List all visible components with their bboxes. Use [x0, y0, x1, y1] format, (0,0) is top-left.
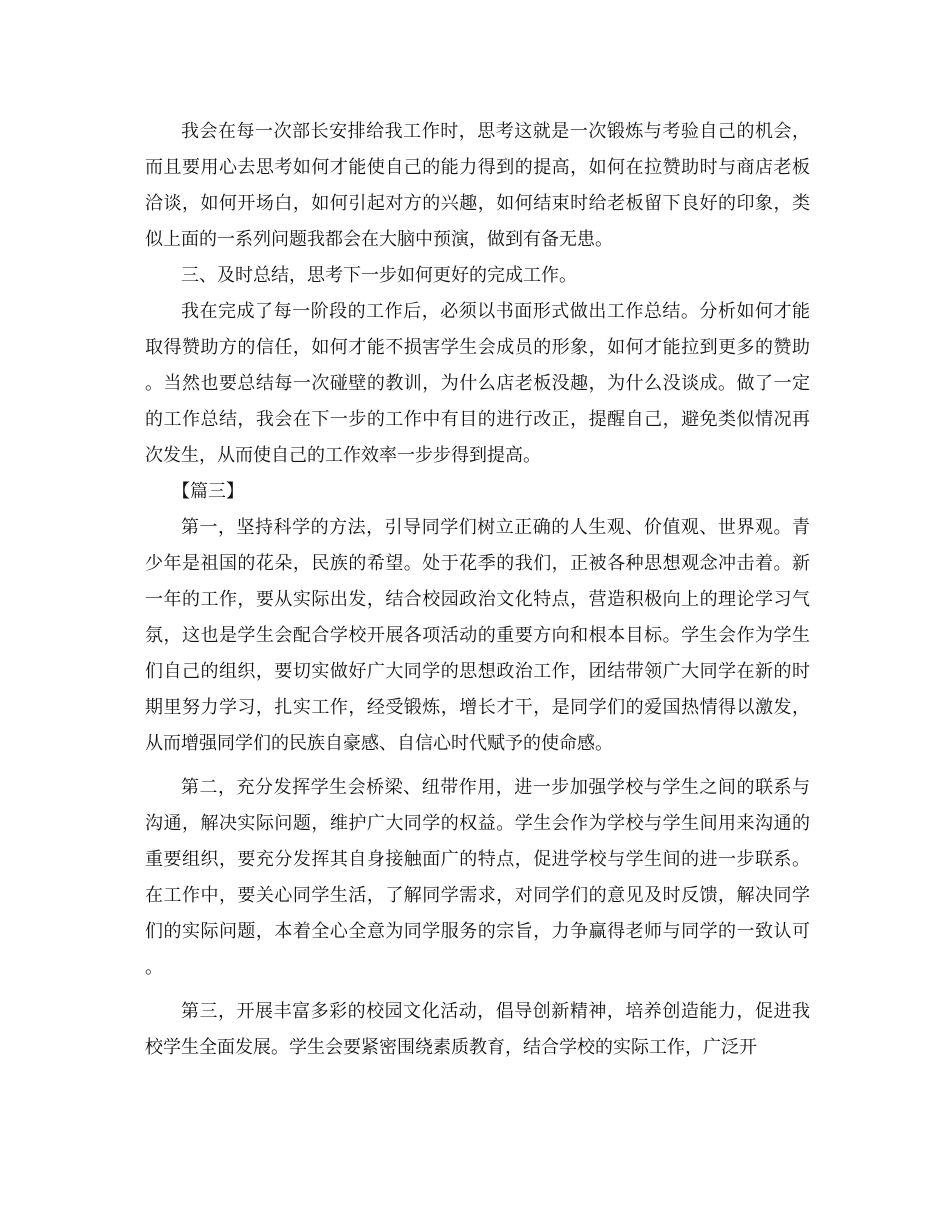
paragraph-work-summary: 我在完成了每一阶段的工作后，必须以书面形式做出工作总结。分析如何才能取得赞助方的信任，如何才能不损害学生会成员的形象，如何才能拉到更多的赞助。当然也要总结每一次碰壁的教训，为什么店老板没趣，为什么没谈成。做了一定的工作总结，我会在下一步的工作中有目的进行改正，提醒自己，避免类似情况再次发生，从而使自己的工作效率一步步得到提高。 [145, 301, 810, 466]
paragraph-point-two: 第二，充分发挥学生会桥梁、纽带作用，进一步加强学校与学生之间的联系与沟通，解决实际问题，维护广大同学的权益。学生会作为学校与学生间用来沟通的重要组织，要充分发挥其自身接触面广的特点，促进学校与学生间的进一步联系。在工作中，要关心同学生活，了解同学需求，对同学们的意见及时反馈，解决同学们的实际问题，本着全心全意为同学服务的宗旨，力争赢得老师与同学的一致认可。 [145, 777, 810, 978]
paragraph-point-one: 第一，坚持科学的方法，引导同学们树立正确的人生观、价值观、世界观。青少年是祖国的花朵，民族的希望。处于花季的我们，正被各种思想观念冲击着。新一年的工作，要从实际出发，结合校园政治文化特点，营造积极向上的理论学习气氛，这也是学生会配合学校开展各项活动的重要方向和根本目标。学生会作为学生们自己的组织，要切实做好广大同学的思想政治工作，团结带领广大同学在新的时期里努力学习，扎实工作，经受锻炼，增长才干，是同学们的爱国热情得以激发，从而增强同学们的民族自豪感、自信心时代赋予的使命感。 [145, 517, 810, 754]
document-body [145, 114, 810, 1066]
chapter-title-part-three: 【篇三】 [172, 481, 244, 502]
paragraph-section-three-heading: 三、及时总结，思考下一步如何更好的完成工作。 [181, 265, 577, 286]
paragraph-work-thinking: 我会在每一次部长安排给我工作时，思考这就是一次锻炼与考验自己的机会，而且要用心去思考如何才能使自己的能力得到的提高，如何在拉赞助时与商店老板洽谈，如何开场白，如何引起对方的兴趣，如何结束时给老板留下良好的印象，类似上面的一系列问题我都会在大脑中预演，做到有备无患。 [145, 121, 810, 250]
paragraph-point-three: 第三，开展丰富多彩的校园文化活动，倡导创新精神，培养创造能力，促进我校学生全面发展。学生会要紧密围绕素质教育，结合学校的实际工作，广泛开 [145, 1001, 810, 1058]
